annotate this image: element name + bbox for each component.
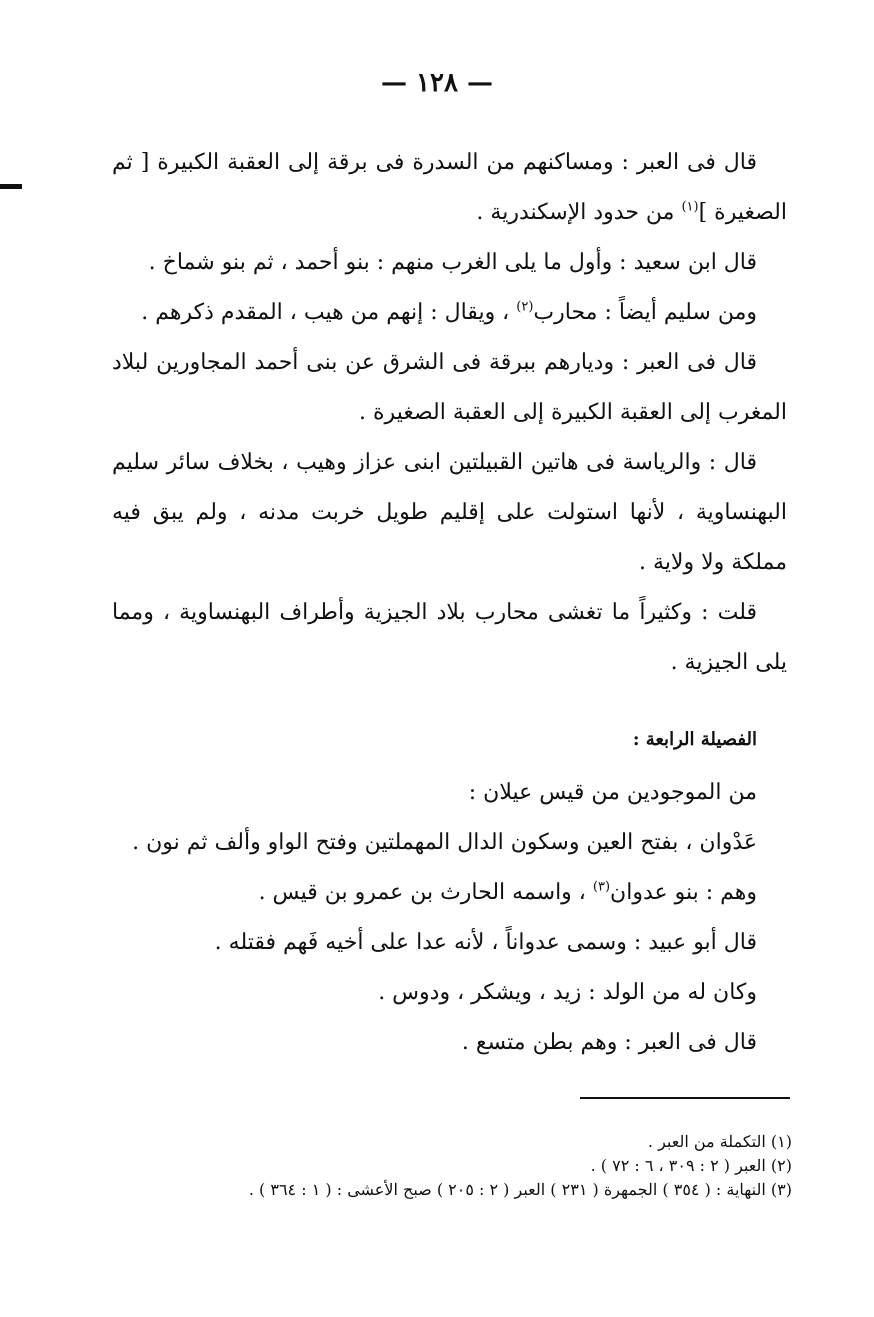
main-text (112, 138, 787, 1068)
footnote-2: (٢) العبر ( ٢ : ٣٠٩ ، ٦ : ٧٢ ) . (590, 1156, 792, 1175)
paragraph-5: قال : والرياسة فى هاتين القبيلتين ابنى عزاز وهيب ، بخلاف سائر سليم البهنساوية ، لأنها استولت على إقليم طويل خربت مدنه ، ولم يبق فيه مملكة ولا ولاية . (112, 450, 787, 575)
footnote-divider (580, 1097, 790, 1099)
footnote-3: (٣) النهاية : ( ٣٥٤ ) الجمهرة ( ٢٣١ ) العبر ( ٢ : ٢٠٥ ) صبح الأعشى : ( ١ : ٣٦٤ ) . (248, 1180, 792, 1199)
paragraph-4: قال فى العبر : وديارهم ببرقة فى الشرق عن بنى أحمد المجاورين لبلاد المغرب إلى العقبة الكبيرة إلى العقبة الصغيرة . (112, 350, 787, 425)
paragraph-2: قال ابن سعيد : وأول ما يلى الغرب منهم : بنو أحمد ، ثم بنو شماخ . (148, 250, 757, 275)
margin-mark (0, 184, 22, 189)
paragraph-12: قال فى العبر : وهم بطن متسع . (461, 1030, 757, 1055)
paragraph-1-tail: من حدود الإسكندرية . (476, 200, 682, 225)
footnote-1: (١) التكملة من العبر . (647, 1132, 792, 1151)
paragraph-8: عَدْوان ، بفتح العين وسكون الدال المهملتين وفتح الواو وألف ثم نون . (132, 830, 757, 855)
paragraph-9 (112, 868, 787, 918)
paragraph-3-tail: ، ويقال : إنهم من هيب ، المقدم ذكرهم . (141, 300, 517, 325)
footnote-ref-2: (٢) (516, 299, 534, 315)
paragraph-1 (112, 138, 787, 238)
footnote-ref-1: (١) (681, 199, 699, 215)
paragraph-7: من الموجودين من قيس عيلان : (468, 780, 757, 805)
footnotes (112, 1130, 792, 1202)
section-spacer (112, 688, 787, 712)
paragraph-9-text: وهم : بنو عدوان (610, 880, 757, 905)
section-heading: الفصيلة الرابعة : (632, 729, 757, 750)
footnote-ref-3: (٣) (592, 879, 611, 895)
paragraph-3 (112, 288, 787, 338)
paragraph-9-tail: ، واسمه الحارث بن عمرو بن قيس . (258, 880, 593, 905)
paragraph-1-text: قال فى العبر : ومساكنهم من السدرة فى برقة إلى العقبة الكبيرة [ ثم الصغيرة ] (112, 150, 787, 225)
paragraph-10: قال أبو عبيد : وسمى عدواناً ، لأنه عدا على أخيه فَهم فقتله . (214, 930, 757, 955)
paragraph-3-text: ومن سليم أيضاً : محارب (533, 300, 757, 325)
paragraph-11: وكان له من الولد : زيد ، ويشكر ، ودوس . (378, 980, 757, 1005)
page-number: — ١٢٨ — (380, 68, 494, 98)
paragraph-6: قلت : وكثيراً ما تغشى محارب بلاد الجيزية وأطراف البهنساوية ، ومما يلى الجيزية . (112, 600, 787, 675)
